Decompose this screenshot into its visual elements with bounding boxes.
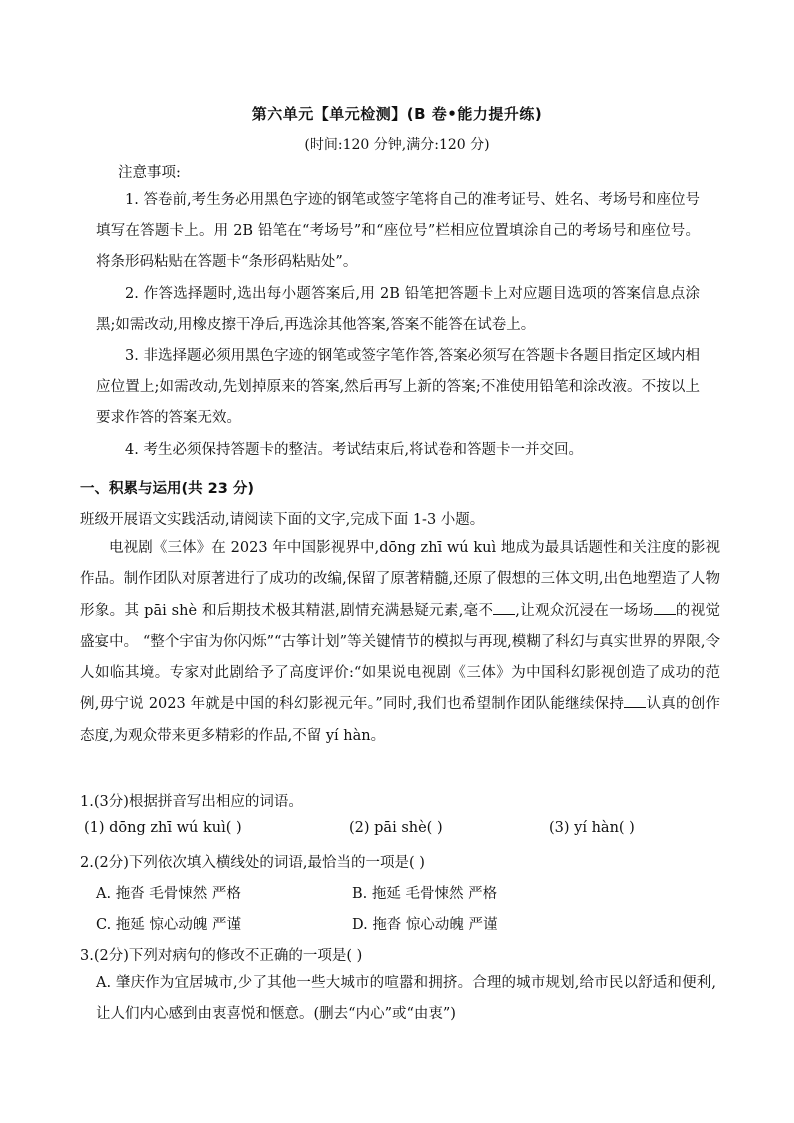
question-3-option-a: A. 肇庆作为宜居城市,少了其他一些大城市的喧嚣和拥挤。合理的城市规划,给市民以舒适和便利,让人们内心感到由衷喜悦和惬意。(删去“内心”或“由衷”): [96, 975, 716, 1022]
reading-passage: [80, 533, 720, 752]
passage-part-2: ,让观众沉浸在一场场: [515, 602, 654, 619]
question-1-item-1: (1) dōng zhī wú kuì( ): [84, 820, 242, 836]
page-title: 第六单元【单元检测】(B 卷•能力提升练): [251, 105, 543, 123]
blank-3: [624, 695, 646, 708]
section-heading: 一、积累与运用(共 23 分): [80, 481, 255, 497]
section-intro: 班级开展语文实践活动,请阅读下面的文字,完成下面 1-3 小题。: [80, 512, 485, 528]
question-2-stem: 2.(2分)下列依次填入横线处的词语,最恰当的一项是( ): [80, 855, 425, 871]
blank-1: [493, 602, 515, 615]
blank-2: [654, 602, 676, 615]
question-3-stem: 3.(2分)下列对病句的修改不正确的一项是( ): [80, 948, 363, 964]
notice-heading: 注意事项:: [118, 165, 181, 181]
question-2-option-d: D. 拖沓 惊心动魄 严谨: [352, 917, 498, 933]
question-2-option-b: B. 拖延 毛骨悚然 严格: [352, 886, 498, 902]
question-2-option-a: A. 拖沓 毛骨悚然 严格: [96, 886, 241, 902]
question-1-stem: 1.(3分)根据拼音写出相应的词语。: [80, 794, 303, 810]
passage-part-4: 认真的创作态度,为观众带来更多精彩的作品,不留 yí hàn。: [80, 696, 721, 744]
question-1-item-2: (2) pāi shè( ): [349, 820, 443, 836]
notice-item-3: 3. 非选择题必须用黑色字迹的钢笔或签字笔作答,答案必须写在答题卡各题目指定区域内相应位置上;如需改动,先划掉原来的答案,然后再写上新的答案;不准使用铅笔和涂改液。不按以上要求作答的答案无效。: [96, 348, 700, 426]
question-2-option-c: C. 拖延 惊心动魄 严谨: [96, 917, 242, 933]
notice-item-1: 1. 答卷前,考生务必用黑色字迹的钢笔或签字笔将自己的准考证号、姓名、考场号和座位号填写在答题卡上。用 2B 铅笔在“考场号”和“座位号”栏相应位置填涂自己的考场号和座位号。将条形码粘贴在答题卡“条形码粘贴处”。: [96, 192, 700, 270]
question-1-item-3: (3) yí hàn( ): [549, 820, 635, 836]
notice-item-2: 2. 作答选择题时,选出每小题答案后,用 2B 铅笔把答题卡上对应题目选项的答案信息点涂黑;如需改动,用橡皮擦干净后,再选涂其他答案,答案不能答在试卷上。: [96, 286, 700, 333]
notice-item-4: 4. 考生必须保持答题卡的整洁。考试结束后,将试卷和答题卡一并交回。: [125, 442, 584, 458]
passage-part-1: 电视剧《三体》在 2023 年中国影视界中,dōng zhī wú kuì 地成为最具话题性和关注度的影视作品。制作团队对原著进行了成功的改编,保留了原著精髓,还原了假想的三体文明,出色地塑造了人物形象。其 pāi shè 和后期技术极其精湛,剧情充满悬疑元素,毫不: [80, 540, 720, 619]
exam-time-info: (时间:120 分钟,满分:120 分): [304, 137, 490, 153]
passage-part-3: 的视觉盛宴中。 “整个宇宙为你闪烁”“古筝计划”等关键情节的模拟与再现,模糊了科幻与真实世界的界限,令人如临其境。专家对此剧给予了高度评价:“如果说电视剧《三体》为中国科幻影视创造了成功的范例,毋宁说 2023 年就是中国的科幻影视元年。”同时,我们也希望制作团队能继续保持: [80, 602, 721, 713]
